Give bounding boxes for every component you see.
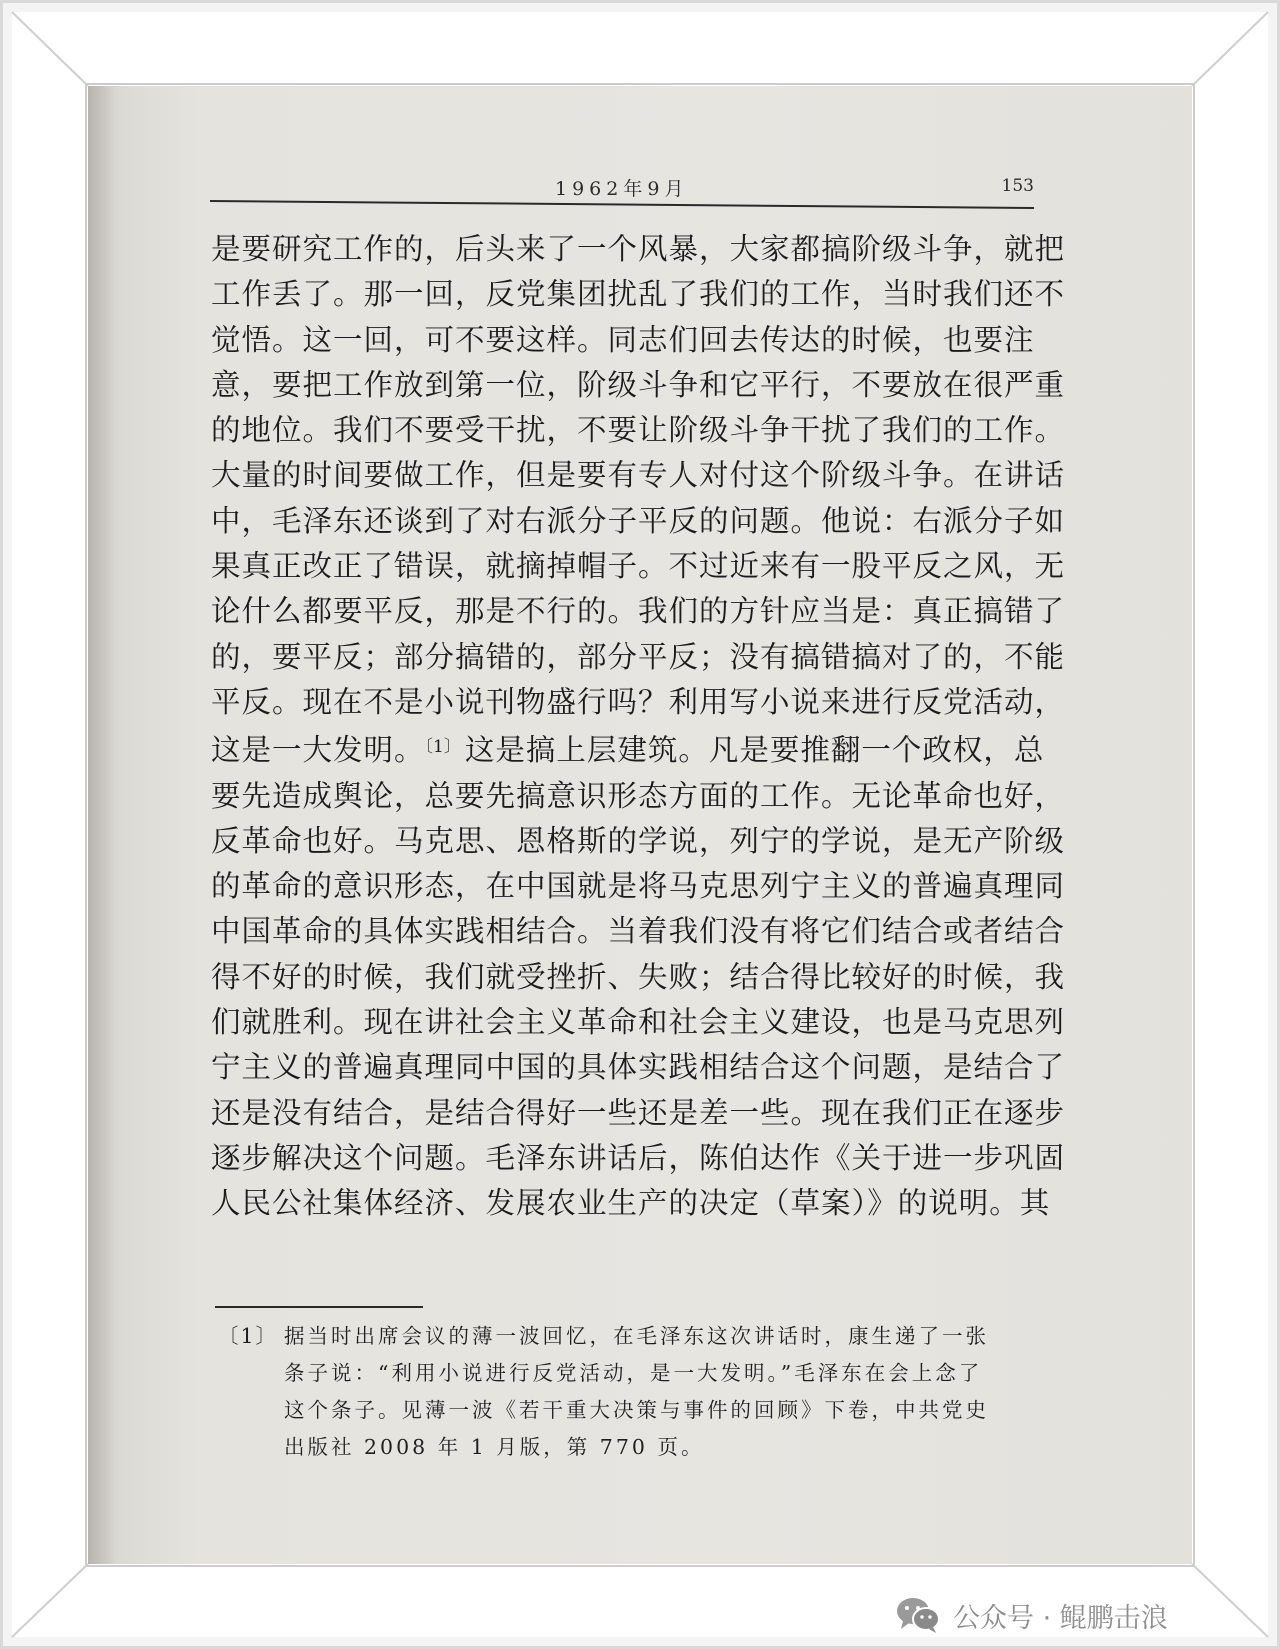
footnote-separator	[215, 1306, 423, 1308]
footnote-line: 条子说：“利用小说进行反党活动，是一大发明。”毛泽东在会上念了	[284, 1361, 983, 1385]
body-text	[211, 227, 1066, 1227]
body-line: 的革命的意识形态，在中国就是将马克思列宁主义的普遍真理同	[211, 869, 1066, 904]
body-line: 大量的时间要做工作，但是要有专人对付这个阶级斗争。在讲话	[211, 458, 1066, 493]
body-line: 是要研究工作的，后头来了一个风暴，大家都搞阶级斗争，就把	[211, 232, 1066, 266]
body-line: 论什么都要平反，那是不行的。我们的方针应当是：真正搞错了	[211, 594, 1066, 629]
body-line: 工作丢了。那一回，反党集团扰乱了我们的工作，当时我们还不	[211, 277, 1066, 312]
page-gutter	[88, 86, 114, 1564]
body-line: 中国革命的具体实践相结合。当着我们没有将它们结合或者结合	[211, 914, 1066, 949]
footnote-line: 据当时出席会议的薄一波回忆，在毛泽东这次讲话时，康生递了一张	[284, 1324, 989, 1348]
footnote-body	[284, 1318, 1040, 1466]
body-line: 意，要把工作放到第一位，阶级斗争和它平行，不要放在很严重	[211, 367, 1066, 402]
footnote-line: 这个条子。见薄一波《若干重大决策与事件的回顾》下卷，中共党史	[284, 1398, 989, 1422]
body-line: 要先造成舆论，总要先搞意识形态方面的工作。无论革命也好，	[211, 778, 1066, 813]
footnote-line: 出版社 2008 年 1 月版，第 770 页。	[284, 1435, 705, 1459]
body-line: 逐步解决这个问题。毛泽东讲话后，陈伯达作《关于进一步巩固	[211, 1140, 1066, 1175]
watermark	[895, 1595, 1168, 1635]
body-line-part: 这是一大发明。	[211, 733, 425, 768]
body-line: 宁主义的普遍真理同中国的具体实践相结合这个问题，是结合了	[211, 1050, 1066, 1085]
body-line: 的，要平反；部分搞错的，部分平反；没有搞错搞对了的，不能	[211, 639, 1066, 674]
wechat-icon	[895, 1596, 941, 1634]
body-line: 人民公社集体经济、发展农业生产的决定（草案）》的说明。其	[211, 1186, 1051, 1221]
body-line: 们就胜利。现在讲社会主义革命和社会主义建设，也是马克思列	[211, 1005, 1066, 1040]
body-line: 反革命也好。马克思、恩格斯的学说，列宁的学说，是无产阶级	[211, 823, 1066, 858]
footnote-reference: 〔1〕	[424, 737, 461, 758]
body-line: 平反。现在不是小说刊物盛行吗？利用写小说来进行反党活动，	[211, 684, 1066, 719]
body-line: 果真正改正了错误，就摘掉帽子。不过近来有一股平反之风，无	[211, 549, 1066, 584]
body-line-with-footnote-ref	[211, 725, 1045, 773]
watermark-text: 公众号 · 鲲鹏击浪	[953, 1602, 1168, 1634]
footnote-mark: 〔1〕	[218, 1324, 279, 1348]
body-line: 的地位。我们不要受干扰，不要让阶级斗争干扰了我们的工作。	[211, 413, 1066, 448]
body-line: 中，毛泽东还谈到了对右派分子平反的问题。他说：右派分子如	[211, 503, 1066, 538]
page-number: 153	[1001, 176, 1034, 196]
body-line-part: 这是搞上层建筑。凡是要推翻一个政权，总	[464, 733, 1045, 768]
running-head-date: 1962年9月	[555, 178, 689, 200]
body-line: 还是没有结合，是结合得好一些还是差一些。现在我们正在逐步	[211, 1095, 1066, 1130]
header-rule	[210, 198, 1034, 210]
body-line: 觉悟。这一回，可不要这样。同志们回去传达的时候，也要注	[211, 322, 1035, 357]
body-line: 得不好的时候，我们就受挫折、失败；结合得比较好的时候，我	[211, 959, 1066, 994]
